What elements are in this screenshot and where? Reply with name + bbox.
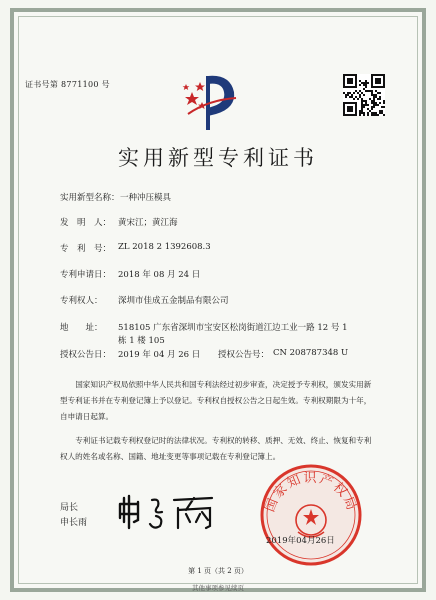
director-title: 局长: [60, 503, 79, 513]
qr-module: [365, 86, 367, 88]
seal-arc-text: 国家知识产权局: [262, 470, 360, 515]
qr-module: [379, 98, 381, 100]
field-label-address: 地 址：: [60, 323, 103, 333]
field-value-patent-number: ZL 2018 2 1392608.3: [118, 242, 211, 252]
field-value-application-date: 2018 年 08 月 24 日: [118, 270, 201, 280]
serial-number: 8771100: [61, 80, 99, 89]
qr-module: [363, 94, 365, 96]
field-value-patentee: 深圳市佳成五金制品有限公司: [118, 296, 229, 306]
field-label-inventor: 发 明 人：: [60, 218, 112, 228]
director-name: 申长雨: [60, 518, 88, 528]
serial-suffix: 号: [101, 80, 110, 89]
qr-module: [377, 104, 379, 106]
body-paragraph-1: 国家知识产权局依照中华人民共和国专利法经过初步审查，决定授予专利权，颁发实用新型专利证书并在专利登记簿上予以登记。专利权自授权公告之日起生效。专利权期限为十年，自申请日起算。: [60, 380, 372, 421]
qr-module: [383, 106, 385, 108]
qr-module: [383, 86, 385, 88]
handwritten-signature-icon: [116, 488, 226, 532]
field-value-address-line1: 518105 广东省深圳市宝安区松岗街道江边工业一路 12 号 1: [118, 323, 348, 333]
qr-module: [363, 106, 365, 108]
qr-module: [377, 114, 379, 116]
field-label-grant-date: 授权公告日：: [60, 350, 112, 360]
field-value-utility-model-name: 一种冲压模具: [120, 193, 172, 203]
qr-module: [351, 110, 353, 112]
cnipa-logo-icon: [178, 70, 248, 134]
qr-module: [371, 108, 373, 110]
body-paragraph-2: 专利证书记载专利权登记时的法律状况。专利权的转移、质押、无效、终止、恢复和专利权人的姓名或名称、国籍、地址变更等事项记载在专利登记簿上。: [60, 436, 372, 461]
qr-module: [367, 82, 369, 84]
field-value-grant-date: 2019 年 04 月 26 日: [118, 350, 201, 360]
page-number: 第 1 页（共 2 页）: [188, 567, 248, 575]
qr-module: [353, 92, 355, 94]
seal-date: 2019年04月26日: [266, 536, 335, 546]
qr-module: [355, 86, 357, 88]
qr-module: [345, 96, 347, 98]
qr-code-icon: [343, 74, 385, 116]
qr-module: [355, 114, 357, 116]
qr-module: [367, 114, 369, 116]
serial-label: 证书号第: [25, 80, 59, 89]
qr-module: [359, 114, 361, 116]
official-seal-icon: [258, 462, 364, 568]
qr-module: [379, 92, 381, 94]
qr-module: [357, 98, 359, 100]
qr-module: [363, 114, 365, 116]
qr-module: [353, 98, 355, 100]
qr-module: [367, 104, 369, 106]
qr-module: [379, 102, 381, 104]
qr-module: [373, 106, 375, 108]
qr-module: [379, 82, 381, 84]
field-value-grant-number: CN 208787348 U: [273, 348, 349, 358]
field-label-patentee: 专利权人：: [60, 296, 103, 306]
field-label-grant-number: 授权公告号：: [218, 350, 270, 360]
footer-note: 其他事项参见续页: [192, 584, 244, 592]
serial-number-line: [25, 79, 110, 90]
qr-module: [383, 102, 385, 104]
qr-module: [359, 84, 361, 86]
field-label-patent-number: 专 利 号：: [60, 244, 112, 254]
qr-module: [383, 114, 385, 116]
field-label-application-date: 专利申请日：: [60, 270, 112, 280]
field-value-address-line2: 栋 1 楼 105: [118, 336, 165, 346]
qr-module: [351, 82, 353, 84]
certificate-title: 实用新型专利证书: [118, 146, 318, 170]
field-label-utility-model-name: 实用新型名称：: [60, 193, 120, 203]
field-value-inventor: 黄宋江；黄江海: [118, 218, 178, 228]
